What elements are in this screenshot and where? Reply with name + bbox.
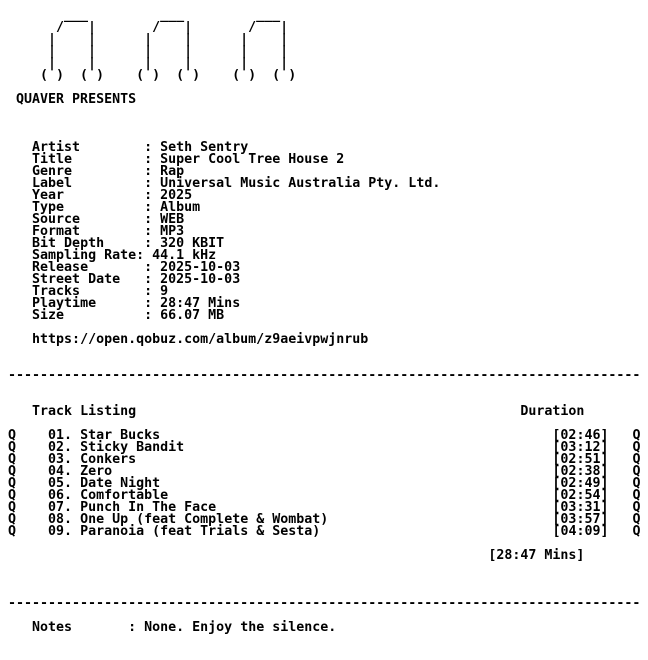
logo-art-text: | | | | | |	[8, 32, 289, 47]
info-row: Artist : Seth Sentry	[32, 140, 249, 155]
info-label: Title	[32, 152, 137, 167]
logo-art-text: | | | | | |	[8, 56, 289, 71]
info-row: Label : Universal Music Australia Pty. Ltd.	[32, 176, 441, 191]
track-title: Comfortable	[80, 488, 169, 503]
track-title: One Up (feat Complete & Wombat)	[80, 512, 329, 527]
track-title: Zero	[80, 464, 113, 479]
track-title: Punch In The Face	[80, 500, 217, 515]
track-title: Conkers	[80, 452, 137, 467]
info-row: Type : Album	[32, 200, 201, 215]
track-marker: Q	[632, 524, 641, 539]
blank-line	[8, 106, 641, 118]
info-label: Playtime	[32, 296, 137, 311]
info-value: Rap	[160, 164, 185, 179]
track-title: Sticky Bandit	[80, 440, 185, 455]
info-label: Release	[32, 260, 137, 275]
track-marker: Q	[632, 464, 641, 479]
track-marker: Q	[8, 488, 17, 503]
info-row: Source : WEB	[32, 212, 185, 227]
blank-line	[8, 346, 641, 358]
notes-label: Notes	[32, 620, 129, 635]
divider-line: -------------------------------------------------------------------------------	[8, 596, 641, 611]
info-label: Format	[32, 224, 137, 239]
info-row: Genre : Rap	[32, 164, 185, 179]
info-value: 320 KBIT	[160, 236, 225, 251]
info-label: Type	[32, 200, 137, 215]
info-value: WEB	[160, 212, 185, 227]
track-marker: Q	[632, 476, 641, 491]
info-row: Title : Super Cool Tree House 2	[32, 152, 345, 167]
track-number: 04.	[48, 464, 73, 479]
info-row: Format : MP3	[32, 224, 185, 239]
track-row	[8, 526, 641, 538]
track-duration: [02:54]	[552, 488, 609, 503]
info-row: Bit Depth : 320 KBIT	[32, 236, 225, 251]
blank-line	[8, 382, 641, 394]
track-number: 01.	[48, 428, 73, 443]
info-value: Album	[160, 200, 201, 215]
presents-line	[8, 94, 641, 106]
info-row: Year : 2025	[32, 188, 193, 203]
blank-line	[8, 574, 641, 586]
track-number: 09.	[48, 524, 73, 539]
info-row: Tracks : 9	[32, 284, 169, 299]
divider-line: -------------------------------------------------------------------------------	[8, 368, 641, 383]
track-number: 08.	[48, 512, 73, 527]
track-marker: Q	[632, 428, 641, 443]
track-title: Star Bucks	[80, 428, 161, 443]
track-marker: Q	[8, 428, 17, 443]
logo-art-text: ( ) ( ) ( ) ( ) ( ) ( )	[8, 68, 297, 83]
track-marker: Q	[8, 464, 17, 479]
track-number: 03.	[48, 452, 73, 467]
info-row: Sampling Rate: 44.1 kHz	[32, 248, 217, 263]
track-duration: [02:51]	[552, 452, 609, 467]
logo-art-text: | | | | | |	[8, 44, 289, 59]
logo-art-line	[8, 70, 641, 82]
info-value: Seth Sentry	[160, 140, 249, 155]
info-row: Street Date : 2025-10-03	[32, 272, 241, 287]
track-listing-heading: Track Listing	[32, 404, 137, 419]
info-row: Size : 66.07 MB	[32, 308, 225, 323]
presents-title: QUAVER PRESENTS	[16, 92, 137, 107]
track-number: 05.	[48, 476, 73, 491]
track-duration: [02:49]	[552, 476, 609, 491]
divider	[8, 598, 641, 610]
duration-heading: Duration	[520, 404, 585, 419]
track-duration: [03:12]	[552, 440, 609, 455]
info-value: MP3	[160, 224, 185, 239]
track-marker: Q	[632, 500, 641, 515]
blank-line	[8, 118, 641, 130]
album-url: https://open.qobuz.com/album/z9aeivpwjnrub	[32, 332, 369, 347]
track-marker: Q	[8, 524, 17, 539]
info-row: Playtime : 28:47 Mins	[32, 296, 241, 311]
info-label: Tracks	[32, 284, 137, 299]
track-marker: Q	[632, 440, 641, 455]
track-duration: [03:31]	[552, 500, 609, 515]
info-value: Super Cool Tree House 2	[160, 152, 345, 167]
track-title: Paranoia (feat Trials & Sesta)	[80, 524, 321, 539]
info-label: Street Date	[32, 272, 137, 287]
info-value: 28:47 Mins	[160, 296, 241, 311]
notes-row: Notes : None. Enjoy the silence.	[32, 620, 337, 635]
info-label: Year	[32, 188, 137, 203]
info-value: Universal Music Australia Pty. Ltd.	[160, 176, 441, 191]
logo-art-text: ___ ___ ___	[8, 8, 281, 23]
track-number: 07.	[48, 500, 73, 515]
info-value: 66.07 MB	[160, 308, 225, 323]
info-label: Size	[32, 308, 137, 323]
notes-value: None. Enjoy the silence.	[144, 620, 337, 635]
info-value: 2025-10-03	[160, 260, 241, 275]
info-label: Genre	[32, 164, 137, 179]
info-value: 44.1 kHz	[152, 248, 217, 263]
blank-line	[8, 562, 641, 574]
divider	[8, 370, 641, 382]
info-label: Label	[32, 176, 137, 191]
track-marker: Q	[632, 488, 641, 503]
info-row: Release : 2025-10-03	[32, 260, 241, 275]
info-value: 2025	[160, 188, 193, 203]
info-label: Source	[32, 212, 137, 227]
track-duration: [03:57]	[552, 512, 609, 527]
track-marker: Q	[8, 476, 17, 491]
track-duration: [02:46]	[552, 428, 609, 443]
track-title: Date Night	[80, 476, 161, 491]
track-marker: Q	[8, 452, 17, 467]
track-marker: Q	[8, 512, 17, 527]
track-marker: Q	[632, 452, 641, 467]
info-label: Artist	[32, 140, 137, 155]
total-line	[8, 550, 641, 562]
track-duration: [02:38]	[552, 464, 609, 479]
info-label: Bit Depth	[32, 236, 137, 251]
logo-art-text: / | / | / |	[8, 20, 289, 35]
track-duration: [04:09]	[552, 524, 609, 539]
track-number: 02.	[48, 440, 73, 455]
track-marker: Q	[8, 440, 17, 455]
info-value: 9	[160, 284, 169, 299]
total-playtime: [28:47 Mins]	[488, 548, 585, 563]
url-line	[8, 334, 641, 346]
track-marker: Q	[632, 512, 641, 527]
info-label: Sampling Rate	[32, 248, 137, 263]
info-value: 2025-10-03	[160, 272, 241, 287]
track-header	[8, 406, 641, 418]
nfo-document	[8, 10, 641, 634]
track-marker: Q	[8, 500, 17, 515]
track-number: 06.	[48, 488, 73, 503]
